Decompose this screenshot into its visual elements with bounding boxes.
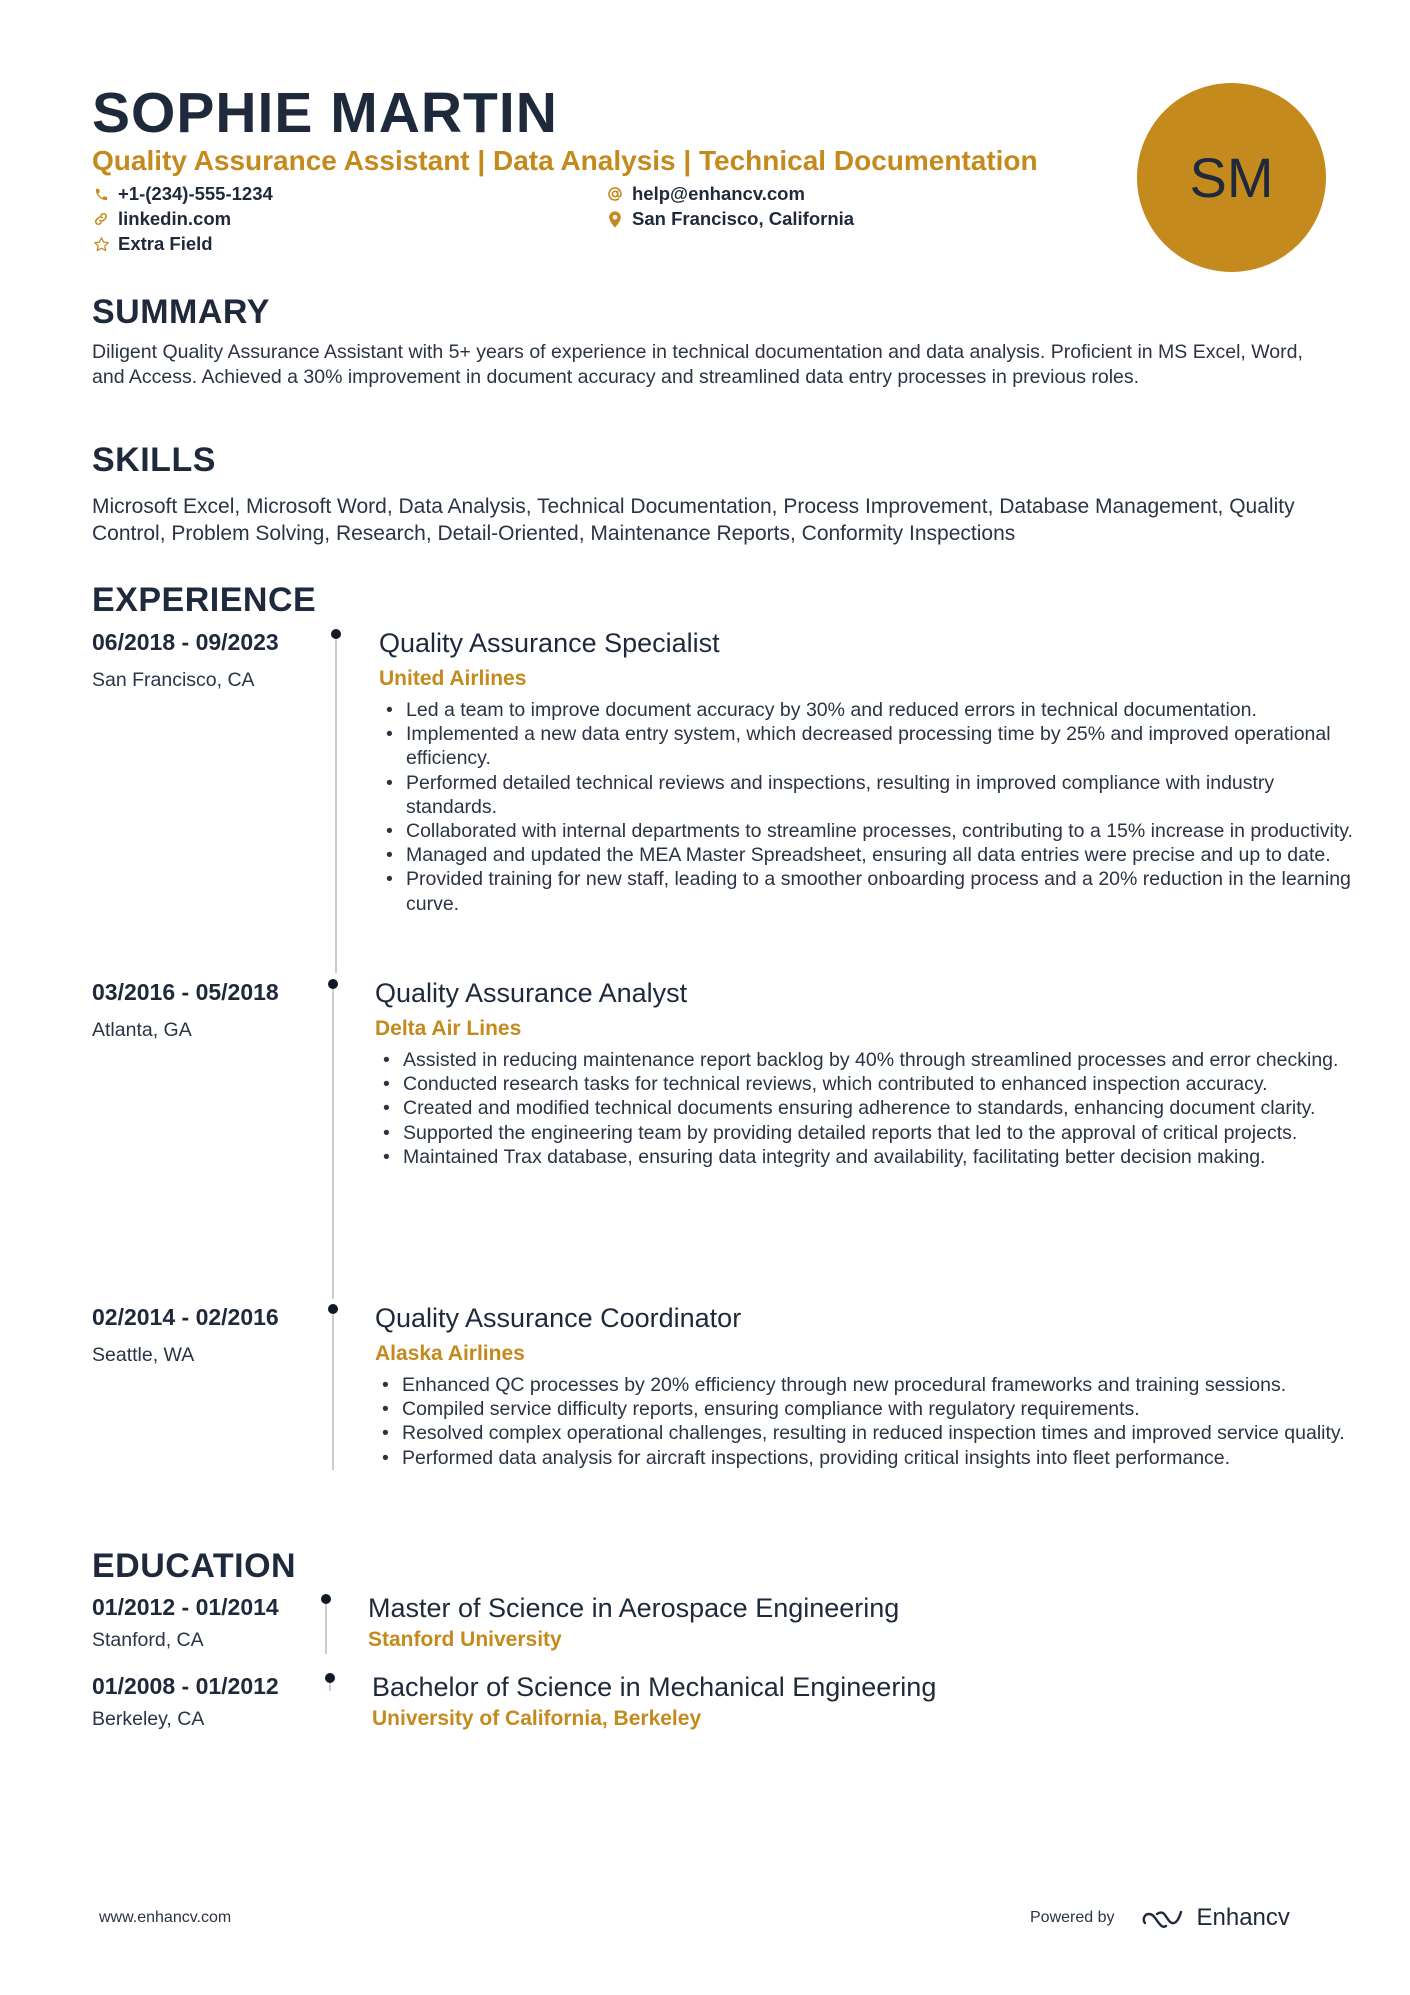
timeline-dot — [328, 979, 338, 989]
experience-heading: EXPERIENCE — [92, 581, 317, 619]
job-dates: 03/2016 - 05/2018 — [92, 979, 279, 1005]
education-degree: Bachelor of Science in Mechanical Engineering — [372, 1672, 937, 1702]
job-bullet: • Assisted in reducing maintenance report backlog by 40% through streamlined processes and error checking. — [403, 1048, 1358, 1072]
footer-website[interactable]: www.enhancv.com — [99, 1909, 232, 1926]
contact-linkedin[interactable] — [92, 207, 231, 231]
job-company: United Airlines — [379, 667, 527, 690]
contact-linkedin-text: linkedin.com — [118, 208, 232, 229]
timeline-line — [332, 1314, 334, 1470]
education-school: University of California, Berkeley — [372, 1707, 702, 1730]
job-bullets — [375, 1048, 1358, 1169]
job-role: Quality Assurance Analyst — [375, 978, 688, 1008]
job-bullet: • Supported the engineering team by providing detailed reports that led to the approval of critical projects. — [403, 1121, 1358, 1145]
timeline-dot — [328, 1304, 338, 1314]
timeline-dot — [331, 629, 341, 639]
job-bullet: • Enhanced QC processes by 20% efficiency through new procedural frameworks and training sessions. — [402, 1373, 1358, 1397]
contact-phone — [92, 182, 273, 206]
powered-by-label: Powered by — [1030, 1909, 1115, 1926]
contact-phone-text: +1-(234)-555-1234 — [118, 183, 273, 204]
summary-text: Diligent Quality Assurance Assistant with 5+ years of experience in technical documentation and data analysis. Proficient in MS Excel, Word, and Access. Achieved a 30% improvement in document accuracy and streamlined data entry processes in previous roles. — [92, 341, 1303, 388]
timeline-dot — [325, 1673, 335, 1683]
contact-email-text: help@enhancv.com — [632, 183, 805, 204]
timeline-line — [325, 1604, 327, 1654]
job-bullet: • Created and modified technical documents ensuring adherence to standards, enhancing document clarity. — [403, 1096, 1358, 1120]
job-bullet: • Managed and updated the MEA Master Spreadsheet, ensuring all data entries were precise and up to date. — [406, 843, 1358, 867]
education-location: Stanford, CA — [92, 1629, 204, 1651]
job-bullet: • Performed detailed technical reviews and inspections, resulting in improved compliance with industry standards. — [406, 771, 1358, 819]
contact-extra — [92, 232, 213, 256]
job-bullet: • Provided training for new staff, leading to a smoother onboarding process and a 20% reduction in the learning curve. — [406, 867, 1358, 915]
skills-heading: SKILLS — [92, 441, 216, 479]
education-degree: Master of Science in Aerospace Engineering — [368, 1593, 900, 1623]
footer-powered-by — [1030, 1904, 1290, 1932]
job-role: Quality Assurance Specialist — [379, 628, 720, 658]
education-school: Stanford University — [368, 1628, 562, 1651]
candidate-name: SOPHIE MARTIN — [92, 81, 558, 145]
job-role: Quality Assurance Coordinator — [375, 1303, 742, 1333]
education-dates: 01/2012 - 01/2014 — [92, 1594, 279, 1620]
job-bullet: • Collaborated with internal departments to streamline processes, contributing to a 15% increase in productivity. — [406, 819, 1358, 843]
job-bullet: • Resolved complex operational challenges, resulting in reduced inspection times and improved service quality. — [402, 1421, 1358, 1445]
job-dates: 06/2018 - 09/2023 — [92, 629, 279, 655]
job-company: Alaska Airlines — [375, 1342, 525, 1365]
phone-icon — [92, 185, 110, 203]
summary-heading: SUMMARY — [92, 293, 270, 331]
link-icon — [92, 210, 110, 228]
avatar: SM — [1137, 83, 1326, 272]
job-bullets — [374, 1373, 1358, 1470]
job-bullets — [378, 698, 1358, 916]
timeline-line — [335, 639, 337, 973]
timeline-line — [332, 989, 334, 1299]
skills-text: Microsoft Excel, Microsoft Word, Data Analysis, Technical Documentation, Process Improvement, Database Management, Quality Control, Problem Solving, Research, Detail-Oriented, Maintenance Reports, Conformity Inspections — [92, 495, 1295, 545]
job-company: Delta Air Lines — [375, 1017, 522, 1040]
education-dates: 01/2008 - 01/2012 — [92, 1673, 279, 1699]
timeline-line — [329, 1683, 331, 1691]
job-location: Atlanta, GA — [92, 1019, 192, 1041]
contact-extra-text: Extra Field — [118, 233, 213, 254]
job-bullet: • Performed data analysis for aircraft inspections, providing critical insights into fleet performance. — [402, 1446, 1358, 1470]
education-location: Berkeley, CA — [92, 1708, 205, 1730]
job-location: Seattle, WA — [92, 1344, 195, 1366]
job-bullet: • Compiled service difficulty reports, ensuring compliance with regulatory requirements. — [402, 1397, 1358, 1421]
job-location: San Francisco, CA — [92, 669, 255, 691]
job-bullet: • Maintained Trax database, ensuring data integrity and availability, facilitating better decision making. — [403, 1145, 1358, 1169]
education-heading: EDUCATION — [92, 1547, 297, 1585]
enhancv-logo-icon — [1141, 1906, 1187, 1930]
job-bullet: • Led a team to improve document accuracy by 30% and reduced errors in technical documentation. — [406, 698, 1358, 722]
candidate-tagline: Quality Assurance Assistant | Data Analysis | Technical Documentation — [92, 145, 1038, 176]
enhancv-logo[interactable] — [1141, 1904, 1290, 1932]
contact-location-text: San Francisco, California — [632, 208, 855, 229]
contact-location — [606, 207, 854, 231]
at-icon — [606, 185, 624, 203]
map-pin-icon — [606, 210, 624, 228]
star-icon — [92, 235, 110, 253]
job-bullet: • Implemented a new data entry system, which decreased processing time by 25% and improved operational efficiency. — [406, 722, 1358, 770]
job-bullet: • Conducted research tasks for technical reviews, which contributed to enhanced inspection accuracy. — [403, 1072, 1358, 1096]
enhancv-logo-text: Enhancv — [1196, 1904, 1290, 1931]
timeline-dot — [321, 1594, 331, 1604]
contact-email[interactable] — [606, 182, 805, 206]
job-dates: 02/2014 - 02/2016 — [92, 1304, 279, 1330]
